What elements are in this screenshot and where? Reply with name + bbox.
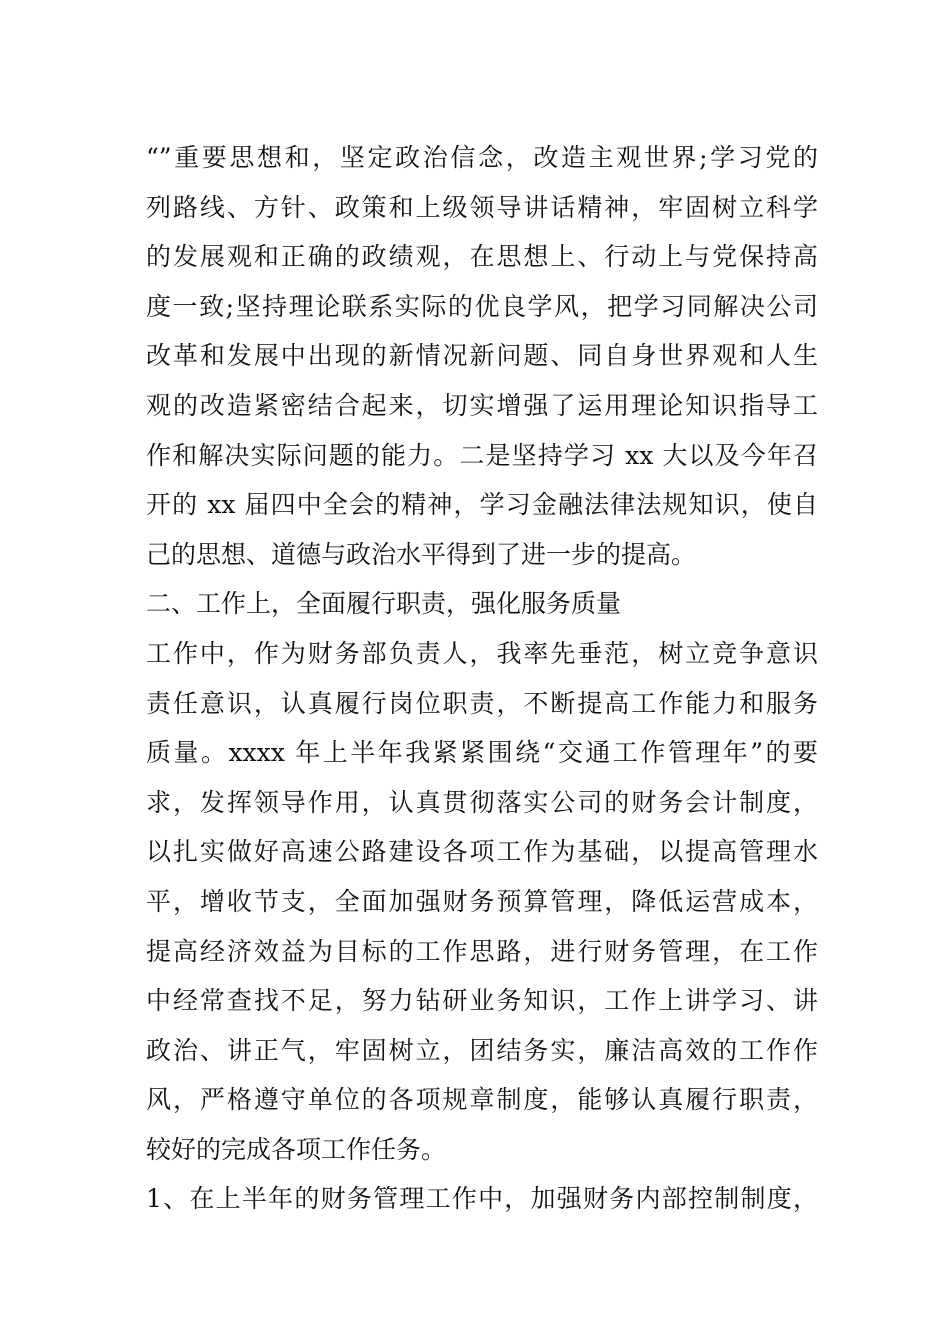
text-line: 政治、讲正气，牢固树立，团结务实，廉洁高效的工作作	[146, 1035, 818, 1065]
text-line: 开的 xx 届四中全会的精神，学习金融法律法规知识，使自	[146, 490, 818, 520]
text-line: 己的思想、道德与政治水平得到了进一步的提高。	[146, 539, 697, 569]
text-line: 的发展观和正确的政绩观，在思想上、行动上与党保持高	[146, 242, 818, 272]
text-line: 二、工作上，全面履行职责，强化服务质量	[146, 589, 622, 619]
text-line: “”重要思想和，坚定政治信念，改造主观世界;学习党的	[146, 143, 818, 172]
text-line: 以扎实做好高速公路建设各项工作为基础，以提高管理水	[146, 837, 818, 867]
text-line: 质量。xxxx 年上半年我紧紧围绕“交通工作管理年”的要	[146, 738, 818, 768]
text-line: 度一致;坚持理论联系实际的优良学风，把学习同解决公司	[146, 291, 818, 321]
text-line: 工作中，作为财务部负责人，我率先垂范，树立竞争意识	[146, 638, 818, 668]
text-line: 列路线、方针、政策和上级领导讲话精神，牢固树立科学	[146, 192, 818, 222]
text-line: 作和解决实际问题的能力。二是坚持学习 xx 大以及今年召	[146, 440, 818, 470]
text-line: 观的改造紧密结合起来，切实增强了运用理论知识指导工	[146, 390, 818, 420]
text-line: 责任意识，认真履行岗位职责，不断提高工作能力和服务	[146, 688, 818, 718]
text-line: 改革和发展中出现的新情况新问题、同自身世界观和人生	[146, 341, 818, 371]
text-line: 求，发挥领导作用，认真贯彻落实公司的财务会计制度，	[146, 787, 818, 817]
document-body	[146, 133, 818, 1224]
text-line: 风，严格遵守单位的各项规章制度，能够认真履行职责，	[146, 1085, 818, 1115]
text-line: 1、在上半年的财务管理工作中，加强财务内部控制制度，	[146, 1184, 818, 1214]
text-line: 平，增收节支，全面加强财务预算管理，降低运营成本，	[146, 886, 818, 916]
text-line: 较好的完成各项工作任务。	[146, 1134, 447, 1164]
text-line: 中经常查找不足，努力钻研业务知识，工作上讲学习、讲	[146, 986, 818, 1016]
text-line: 提高经济效益为目标的工作思路，进行财务管理，在工作	[146, 936, 818, 966]
